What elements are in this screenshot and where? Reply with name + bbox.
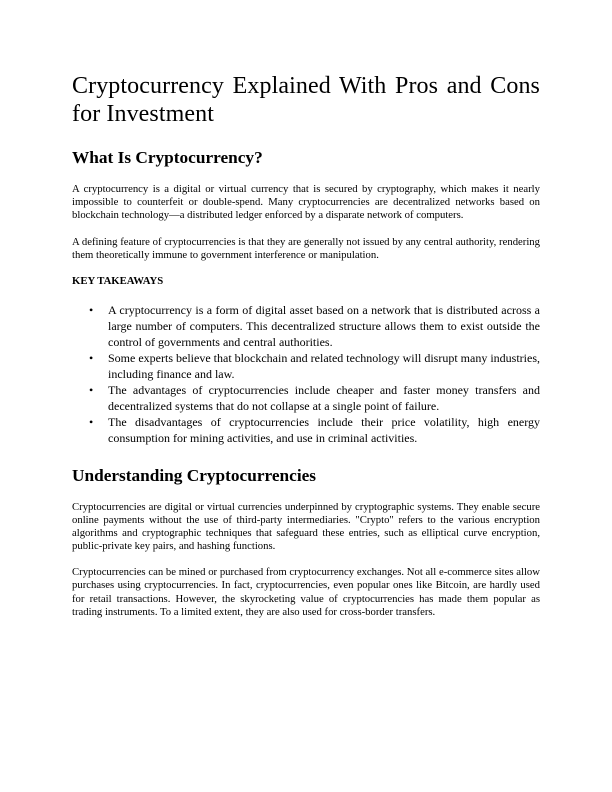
list-item-text: The advantages of cryptocurrencies include cheaper and faster money transfers and decentralized systems that do not collapse at a single point of failure. — [108, 383, 540, 414]
document-title: Cryptocurrency Explained With Pros and Cons for Investment — [72, 73, 540, 127]
section-heading-what-is: What Is Cryptocurrency? — [72, 148, 263, 167]
list-item — [89, 414, 540, 446]
list-item — [89, 382, 540, 414]
bullet-icon: • — [89, 303, 94, 318]
key-takeaways-heading: KEY TAKEAWAYS — [72, 275, 164, 288]
paragraph: A defining feature of cryptocurrencies is that they are generally not issued by any central authority, rendering them theoretically immune to government interference or manipulation. — [72, 235, 540, 261]
list-item — [89, 302, 540, 350]
paragraph: Cryptocurrencies are digital or virtual currencies underpinned by cryptographic systems. They enable secure online payments without the use of third-party intermediaries. "Crypto" refers to the various encryption algorithms and cryptographic techniques that safeguard these entries, such as elliptical curve encryption, public-private key pairs, and hashing functions. — [72, 501, 540, 553]
paragraph: Cryptocurrencies can be mined or purchased from cryptocurrency exchanges. Not all e-commerce sites allow purchases using cryptocurrencies. In fact, cryptocurrencies, even popular ones like Bitcoin, are hardly used for retail transactions. However, the skyrocketing value of cryptocurrencies has made them popular as trading instruments. To a limited extent, they are also used for cross-border transfers. — [72, 566, 540, 618]
bullet-icon: • — [89, 383, 94, 398]
list-item-text: Some experts believe that blockchain and related technology will disrupt many industries, including finance and law. — [108, 351, 540, 382]
list-item-text: A cryptocurrency is a form of digital asset based on a network that is distributed across a large number of computers. This decentralized structure allows them to exist outside the control of governments and central authorities. — [108, 303, 540, 350]
section-heading-understanding: Understanding Cryptocurrencies — [72, 466, 317, 486]
list-item — [89, 350, 540, 382]
bullet-icon: • — [89, 351, 94, 366]
key-takeaways-list — [72, 302, 540, 446]
bullet-icon: • — [89, 415, 94, 430]
list-item-text: The disadvantages of cryptocurrencies include their price volatility, high energy consumption for mining activities, and use in criminal activities. — [108, 415, 540, 446]
paragraph: A cryptocurrency is a digital or virtual currency that is secured by cryptography, which makes it nearly impossible to counterfeit or double-spend. Many cryptocurrencies are decentralized networks based on blockchain technology—a distributed ledger enforced by a disparate network of computers. — [72, 183, 540, 222]
document-page — [72, 72, 540, 632]
